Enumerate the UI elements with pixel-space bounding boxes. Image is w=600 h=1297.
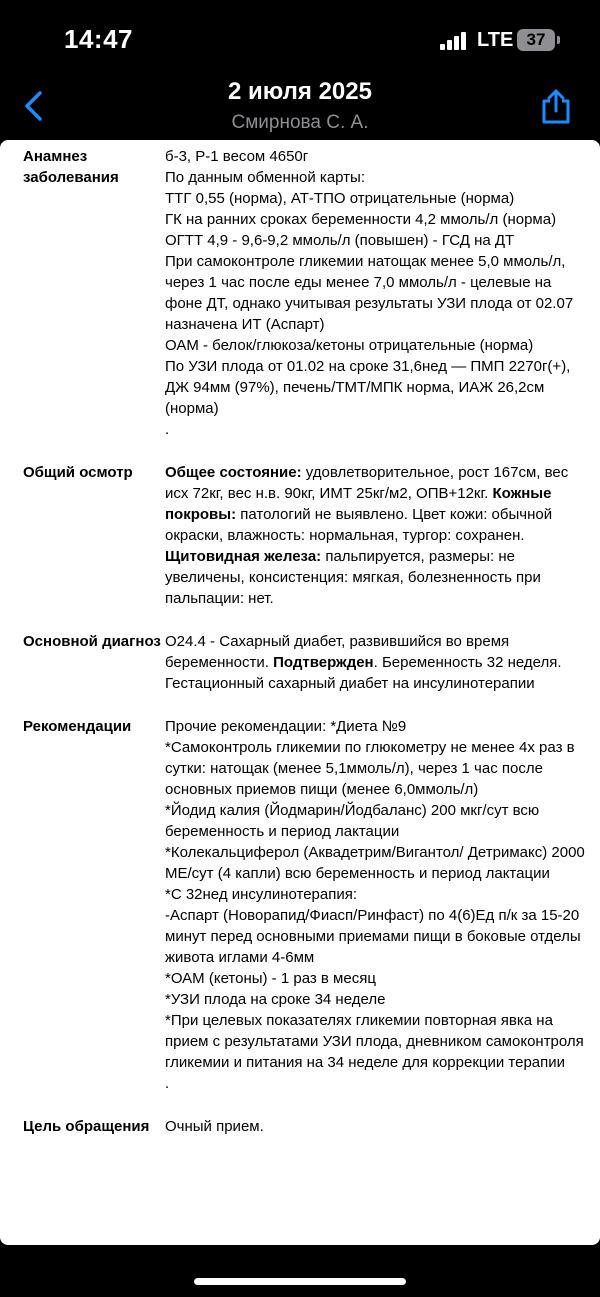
text-line: По УЗИ плода от 01.02 на сроке 31,6нед — ПМП 2270г(+), ДЖ 94мм (97%), печень/ТМТ/МПК норма, ИАЖ 26,2см (норма) (165, 358, 571, 417)
section-label: Цель обращения (23, 1118, 150, 1135)
text-span: . Беременность 32 неделя. Гестационный сахарный диабет на инсулинотерапии (165, 654, 562, 692)
status-time: 14:47 (64, 24, 133, 54)
text-span: пальпируется, размеры: не увеличены, консистенция: мягкая, болезненность при пальпации: нет. (165, 548, 541, 607)
text-line: ГК на ранних сроках беременности 4,2 ммоль/л (норма) (165, 211, 557, 228)
section-purpose (0, 1116, 600, 1137)
bold-label: Щитовидная железа: (165, 548, 322, 565)
text-paragraph (165, 631, 585, 694)
section-value (165, 716, 585, 1094)
text-line: ОГТТ 4,9 - 9,6-9,2 ммоль/л (повышен) - ГСД на ДТ (165, 232, 515, 249)
text-line: ТТГ 0,55 (норма), АТ-ТПО отрицательные (норма) (165, 190, 515, 207)
section-value (165, 462, 585, 609)
text-line: *Йодид калия (Йодмарин/Йодбаланс) 200 мкг/сут всю беременность и период лактации (165, 802, 540, 840)
text-line: *ОАМ (кетоны) - 1 раз в месяц (165, 970, 376, 987)
text-paragraph (165, 462, 585, 609)
section-label: Основной диагноз (23, 633, 161, 650)
section-label: Рекомендации (23, 718, 132, 735)
medical-record-card (0, 140, 600, 1245)
section-value (165, 146, 585, 440)
text-line: *При целевых показателях гликемии повторная явка на прием с результатами УЗИ плода, дневником самоконтроля гликемии и питания на 34 неделе для коррекции терапии (165, 1012, 584, 1071)
text-line: Очный прием. (165, 1118, 264, 1135)
text-span: О24.4 - Сахарный диабет, развившийся во время беременности. (165, 633, 510, 671)
status-bar (0, 0, 600, 70)
bold-label: Общее состояние: (165, 464, 302, 481)
home-indicator[interactable] (194, 1278, 406, 1285)
text-line: -Аспарт (Новорапид/Фиасп/Ринфаст) по 4(6)Ед п/к за 15-20 минут перед основными приемами пищи в боковые отделы живота иглами 4-6мм (165, 907, 581, 966)
section-diagnosis (0, 631, 600, 694)
page-subtitle: Смирнова С. А. (231, 112, 369, 133)
text-line: ОАМ - белок/глюкоза/кетоны отрицательные (норма) (165, 337, 534, 354)
section-value (165, 631, 585, 694)
cellular-signal-icon (440, 32, 466, 50)
navigation-bar (0, 70, 600, 140)
text-line: б-3, Р-1 весом 4650г (165, 148, 309, 165)
section-recommendations (0, 716, 600, 1094)
section-value (165, 1116, 585, 1137)
text-line: При самоконтроле гликемии натощак менее 5,0 ммоль/л, через 1 час после еды менее 7,0 ммоль/л - целевые на фоне ДТ, однако учитывая результаты УЗИ плода от 02.07 назначена ИТ (Аспарт) (165, 253, 574, 333)
battery-cap (557, 36, 560, 44)
text-line: *УЗИ плода на сроке 34 неделе (165, 991, 386, 1008)
text-line: *Колекальциферол (Аквадетрим/Вигантол/ Детримакс) 2000 МЕ/сут (4 капли) всю беременность и период лактации (165, 844, 585, 882)
share-icon[interactable] (540, 88, 572, 124)
bold-label: Подтвержден (273, 654, 374, 671)
bold-label: Кожные покровы: (165, 485, 552, 523)
text-line: Прочие рекомендации: *Диета №9 (165, 718, 407, 735)
network-type: LTE (477, 29, 514, 51)
section-label: Общий осмотр (23, 464, 133, 481)
text-line: *Самоконтроль гликемии по глюкометру не менее 4х раз в сутки: натощак (менее 5,1ммоль/л), через 1 час после основных приемов пищи (менее 6,0ммоль/л) (165, 739, 575, 798)
battery-icon: 37 (517, 29, 555, 51)
section-anamnesis (0, 146, 600, 440)
section-exam (0, 462, 600, 609)
text-line: . (165, 421, 170, 438)
text-line: *С 32нед инсулинотерапия: (165, 886, 358, 903)
text-span: удовлетворительное, рост 167см, вес исх 72кг, вес н.в. 90кг, ИМТ 25кг/м2, ОПВ+12кг. (165, 464, 569, 502)
text-line: По данным обменной карты: (165, 169, 365, 186)
page-title: 2 июля 2025 (228, 78, 372, 105)
section-label: Анамнез заболевания (23, 148, 119, 186)
text-span: патологий не выявлено. Цвет кожи: обычной окраски, влажность: нормальная, тургор: сохранен. (165, 506, 553, 544)
text-line: . (165, 1075, 170, 1092)
